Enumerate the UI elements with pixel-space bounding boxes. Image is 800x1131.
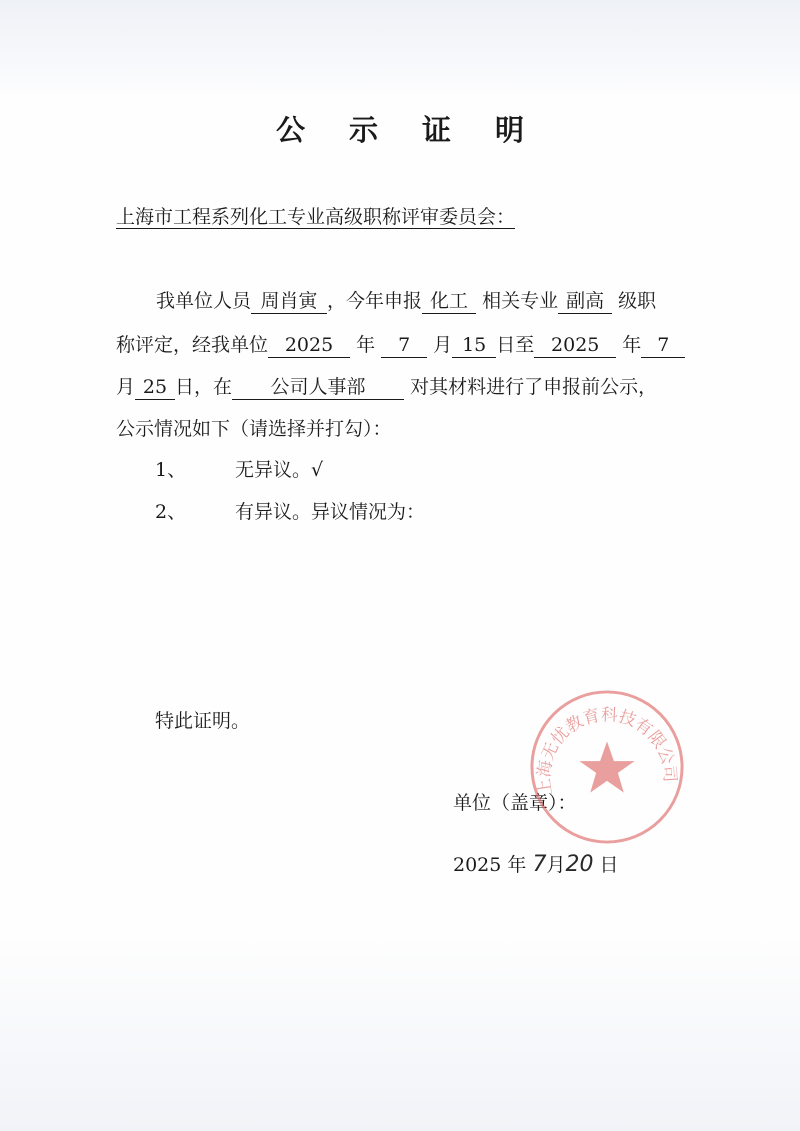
option-1 xyxy=(155,455,323,482)
seal-star-icon xyxy=(579,741,634,792)
body-line-2 xyxy=(116,330,685,358)
line2-start-text: 称评定，经我单位 xyxy=(116,334,269,356)
day-to-label: 日至 xyxy=(496,334,535,356)
year-label: 年 xyxy=(356,334,376,356)
date-month-label: 月 xyxy=(546,854,566,876)
location-field: 公司人事部 xyxy=(232,377,404,400)
company-seal xyxy=(528,688,686,846)
end-year: 2025 xyxy=(534,335,616,358)
after-location-text: 对其材料进行了申报前公示， xyxy=(410,376,658,398)
end-month: 7 xyxy=(641,335,685,358)
level-field: 副高 xyxy=(558,291,612,314)
document-title: 公示证明 xyxy=(275,113,568,147)
start-day: 15 xyxy=(452,335,496,358)
start-month: 7 xyxy=(381,335,427,358)
body-line-3 xyxy=(116,372,657,400)
date-month-handwritten: 7 xyxy=(532,852,547,877)
body-line-1 xyxy=(156,286,656,314)
body-line-4: 公示情况如下（请选择并打勾）： xyxy=(116,418,392,440)
addressee xyxy=(116,202,515,229)
option-1-text: 无异议。√ xyxy=(235,459,324,481)
date-day-handwritten: 20 xyxy=(565,852,594,877)
unit-stamp-label: 单位（盖章）： xyxy=(453,792,577,814)
closing-text: 特此证明。 xyxy=(155,710,251,732)
after-name-text: ，今年申报 xyxy=(327,290,423,312)
date-year-label: 年 xyxy=(507,854,527,876)
day-at-label: 日，在 xyxy=(175,376,233,398)
option-1-number: 1、 xyxy=(155,459,187,481)
option-2-number: 2、 xyxy=(155,501,187,523)
seal-text: 上海无忧教育科技有限公司 xyxy=(533,704,681,797)
scan-shading-bottom xyxy=(0,931,800,1131)
after-level-text: 级职 xyxy=(618,290,657,312)
year-label: 年 xyxy=(622,334,642,356)
month-label: 月 xyxy=(116,376,136,398)
month-label: 月 xyxy=(433,334,453,356)
addressee-text: 上海市工程系列化工专业高级职称评审委员会： xyxy=(116,206,516,228)
signature-date xyxy=(453,850,619,877)
date-day-label: 日 xyxy=(599,854,619,876)
date-year: 2025 xyxy=(453,854,502,876)
end-day: 25 xyxy=(135,377,175,400)
after-major-text: 相关专业 xyxy=(482,290,559,312)
start-year: 2025 xyxy=(268,335,350,358)
option-2-text: 有异议。异议情况为： xyxy=(235,501,426,523)
major-field: 化工 xyxy=(422,291,476,314)
option-2 xyxy=(155,497,425,524)
intro-text: 我单位人员 xyxy=(156,290,252,312)
scan-shading-top xyxy=(0,0,800,100)
person-name: 周肖寅 xyxy=(251,291,327,314)
